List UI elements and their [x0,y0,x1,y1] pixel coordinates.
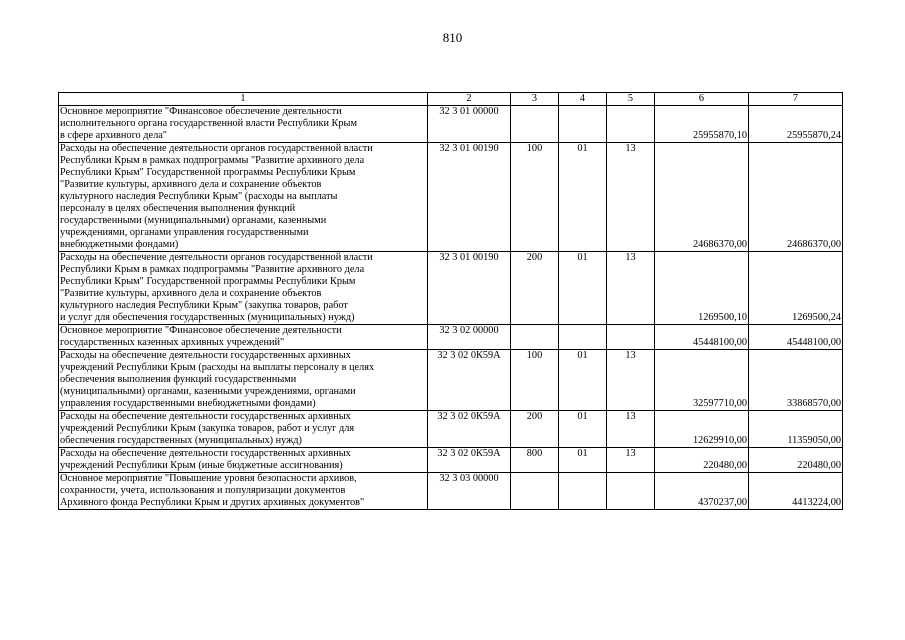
row-col5: 13 [607,143,655,252]
row-amount-col6: 32597710,00 [655,350,749,411]
description-line: учреждений Республики Крым (расходы на выплаты персоналу в целях [60,362,375,373]
column-header: 5 [607,93,655,106]
row-amount-col6: 24686370,00 [655,143,749,252]
row-col4: 01 [559,143,607,252]
row-col5: 13 [607,252,655,325]
description-line: культурного наследия Республики Крым" (расходы на выплаты [60,191,338,202]
row-amount-col7: 33868570,00 [749,350,843,411]
description-line: Республики Крым" Государственной программы Республики Крым [60,276,356,287]
row-col5 [607,325,655,350]
table-row [59,325,843,350]
row-code: 32 3 02 0К59А [428,350,511,411]
description-line: учреждениями, органами управления государственными [60,227,309,238]
description-line: Республики Крым" Государственной программы Республики Крым [60,167,356,178]
row-amount-col7: 11359050,00 [749,411,843,448]
row-amount-col7: 25955870,24 [749,106,843,143]
budget-table [58,92,843,510]
row-amount-col6: 45448100,00 [655,325,749,350]
description-line: Расходы на обеспечение деятельности органов государственной власти [60,143,373,154]
row-amount-col6: 1269500,10 [655,252,749,325]
row-amount-col6: 25955870,10 [655,106,749,143]
row-amount-col7: 220480,00 [749,448,843,473]
row-col5: 13 [607,350,655,411]
row-col3: 100 [511,350,559,411]
description-line: в сфере архивного дела" [60,130,167,141]
row-col4: 01 [559,448,607,473]
row-description [59,350,428,411]
table-row [59,448,843,473]
column-header: 2 [428,93,511,106]
row-col4: 01 [559,411,607,448]
row-code: 32 3 02 0К59А [428,448,511,473]
row-amount-col6: 4370237,00 [655,473,749,510]
row-col4 [559,473,607,510]
row-col3 [511,325,559,350]
description-line: Расходы на обеспечение деятельности государственных архивных [60,350,351,361]
row-col4: 01 [559,350,607,411]
table-header-row [59,93,843,106]
row-col5: 13 [607,448,655,473]
page-number: 810 [442,30,463,45]
description-line: персоналу в целях обеспечения выполнения функций [60,203,296,214]
row-description [59,325,428,350]
row-code: 32 3 02 00000 [428,325,511,350]
row-code: 32 3 01 00000 [428,106,511,143]
table-row [59,473,843,510]
description-line: Основное мероприятие "Финансовое обеспечение деятельности [60,106,342,117]
description-line: исполнительного органа государственной власти Республики Крым [60,118,357,129]
description-line: учреждений Республики Крым (закупка товаров, работ и услуг для [60,423,355,434]
description-line: "Развитие культуры, архивного дела и сохранение объектов [60,288,322,299]
column-header: 7 [749,93,843,106]
row-amount-col7: 1269500,24 [749,252,843,325]
row-amount-col6: 220480,00 [655,448,749,473]
row-amount-col7: 4413224,00 [749,473,843,510]
description-line: Республики Крым в рамках подпрограммы "Развитие архивного дела [60,264,365,275]
description-line: внебюджетными фондами) [60,239,179,250]
row-amount-col7: 24686370,00 [749,143,843,252]
table-row [59,252,843,325]
description-line: управления государственными внебюджетными фондами) [60,398,316,409]
row-col4 [559,106,607,143]
row-col3 [511,473,559,510]
row-col3: 200 [511,252,559,325]
description-line: Расходы на обеспечение деятельности государственных архивных [60,448,351,459]
description-line: Основное мероприятие "Финансовое обеспечение деятельности [60,325,342,336]
description-line: государственных казенных архивных учреждений" [60,337,285,348]
row-col4 [559,325,607,350]
description-line: "Развитие культуры, архивного дела и сохранение объектов [60,179,322,190]
column-header: 6 [655,93,749,106]
description-line: Расходы на обеспечение деятельности государственных архивных [60,411,351,422]
row-description [59,411,428,448]
row-col3: 200 [511,411,559,448]
column-header: 3 [511,93,559,106]
description-line: Основное мероприятие "Повышение уровня безопасности архивов, [60,473,357,484]
description-line: государственными (муниципальными) органами, казенными [60,215,327,226]
row-col5 [607,106,655,143]
column-header: 4 [559,93,607,106]
row-description [59,473,428,510]
row-col5: 13 [607,411,655,448]
table-row [59,106,843,143]
row-col3 [511,106,559,143]
row-col5 [607,473,655,510]
table-row [59,143,843,252]
description-line: и услуг для обеспечения государственных (муниципальных) нужд) [60,312,355,323]
row-code: 32 3 03 00000 [428,473,511,510]
description-line: обеспечения государственных (муниципальных) нужд) [60,435,302,446]
row-col4: 01 [559,252,607,325]
description-line: Республики Крым в рамках подпрограммы "Развитие архивного дела [60,155,365,166]
row-code: 32 3 01 00190 [428,252,511,325]
description-line: Расходы на обеспечение деятельности органов государственной власти [60,252,373,263]
description-line: учреждений Республики Крым (иные бюджетные ассигнования) [60,460,343,471]
row-amount-col6: 12629910,00 [655,411,749,448]
row-code: 32 3 02 0К59А [428,411,511,448]
row-amount-col7: 45448100,00 [749,325,843,350]
description-line: культурного наследия Республики Крым" (закупка товаров, работ [60,300,348,311]
column-header: 1 [59,93,428,106]
description-line: обеспечения выполнения функций государственными [60,374,297,385]
description-line: (муниципальными) органами, казенными учреждениями, органами [60,386,356,397]
description-line: Архивного фонда Республики Крым и других архивных документов" [60,497,365,508]
row-description [59,448,428,473]
description-line: сохранности, учета, использования и популяризации документов [60,485,346,496]
row-code: 32 3 01 00190 [428,143,511,252]
row-col3: 800 [511,448,559,473]
row-col3: 100 [511,143,559,252]
table-row [59,350,843,411]
table-row [59,411,843,448]
row-description [59,106,428,143]
row-description [59,252,428,325]
row-description [59,143,428,252]
